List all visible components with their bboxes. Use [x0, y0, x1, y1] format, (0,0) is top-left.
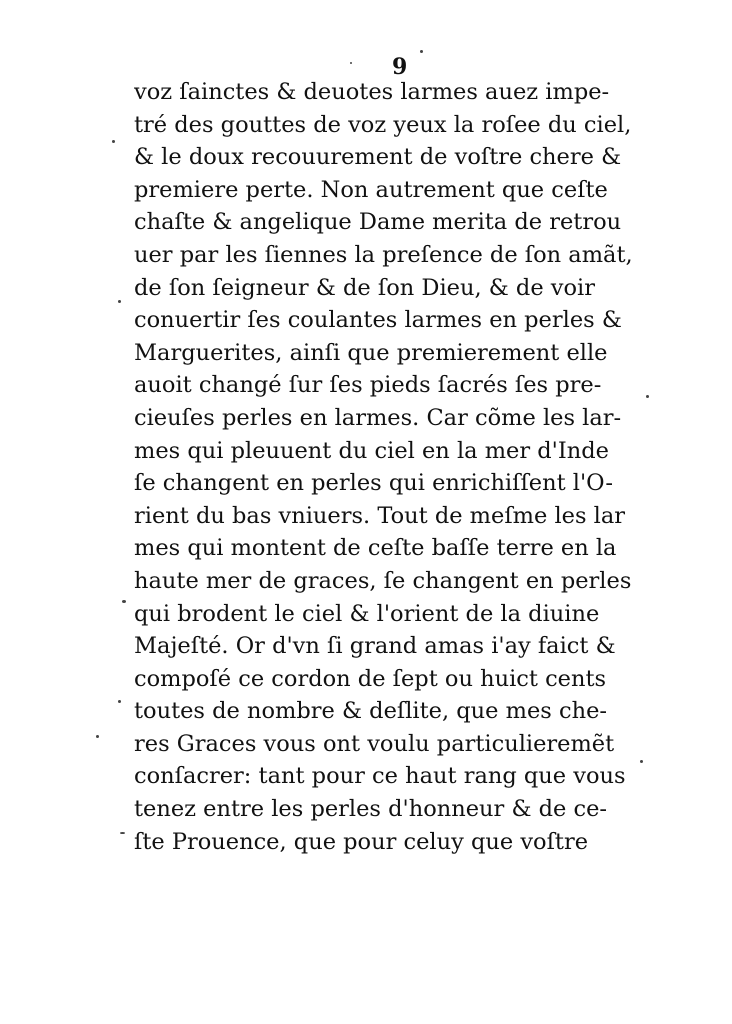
text-line: Marguerites, ainſi que premierement elle [134, 339, 608, 366]
text-line: tré des gouttes de voz yeux la roſee du ciel, [134, 111, 632, 138]
text-line: toutes de nombre & deſlite, que mes che- [134, 698, 608, 725]
page-number: 9 [392, 54, 408, 80]
scan-speck [646, 395, 649, 398]
text-line: mes qui montent de ceſte baſſe terre en la [134, 535, 617, 562]
scan-speck [118, 300, 121, 303]
text-line: conuertir ſes coulantes larmes en perles & [134, 307, 622, 334]
text-line: cieuſes perles en larmes. Car cõme les lar- [134, 404, 622, 431]
text-line: rient du bas vniuers. Tout de meſme les lar [134, 502, 626, 529]
text-line: mes qui pleuuent du ciel en la mer d'Inde [134, 437, 609, 464]
body-text [134, 76, 644, 858]
scan-speck [420, 50, 423, 53]
text-line: & le doux recouurement de voſtre chere & [134, 144, 622, 171]
text-line: uer par les ſiennes la preſence de ſon amãt, [134, 241, 633, 268]
scan-speck [112, 140, 115, 143]
text-line: ſte Prouence, que pour celuy que voſtre [134, 828, 589, 855]
scan-speck [120, 832, 125, 834]
text-line: premiere perte. Non autrement que ceſte [134, 176, 608, 203]
text-line: chaſte & angelique Dame merita de retrou [134, 209, 622, 236]
text-line: tenez entre les perles d'honneur & de ce- [134, 796, 608, 823]
scan-speck [640, 760, 643, 763]
text-line: res Graces vous ont voulu particulieremẽt [134, 730, 615, 757]
text-line: conſacrer: tant pour ce haut rang que vous [134, 763, 626, 790]
text-line: ſe changent en perles qui enrichiſſent l'O- [134, 470, 614, 497]
scan-speck [122, 600, 126, 603]
scan-speck [96, 735, 99, 738]
text-line: haute mer de graces, ſe changent en perles [134, 567, 632, 594]
text-line: auoit changé ſur ſes pieds ſacrés ſes pre- [134, 372, 602, 399]
text-line: voz ſainctes & deuotes larmes auez impe- [134, 79, 610, 105]
text-line: de ſon ſeigneur & de ſon Dieu, & de voir [134, 274, 596, 301]
text-line: Majeſté. Or d'vn ſi grand amas i'ay faict & [134, 633, 616, 660]
scan-speck [350, 62, 352, 64]
scan-speck [118, 700, 121, 703]
text-line: compoſé ce cordon de ſept ou huict cents [134, 665, 607, 692]
text-line: qui brodent le ciel & l'orient de la diuine [134, 600, 600, 627]
